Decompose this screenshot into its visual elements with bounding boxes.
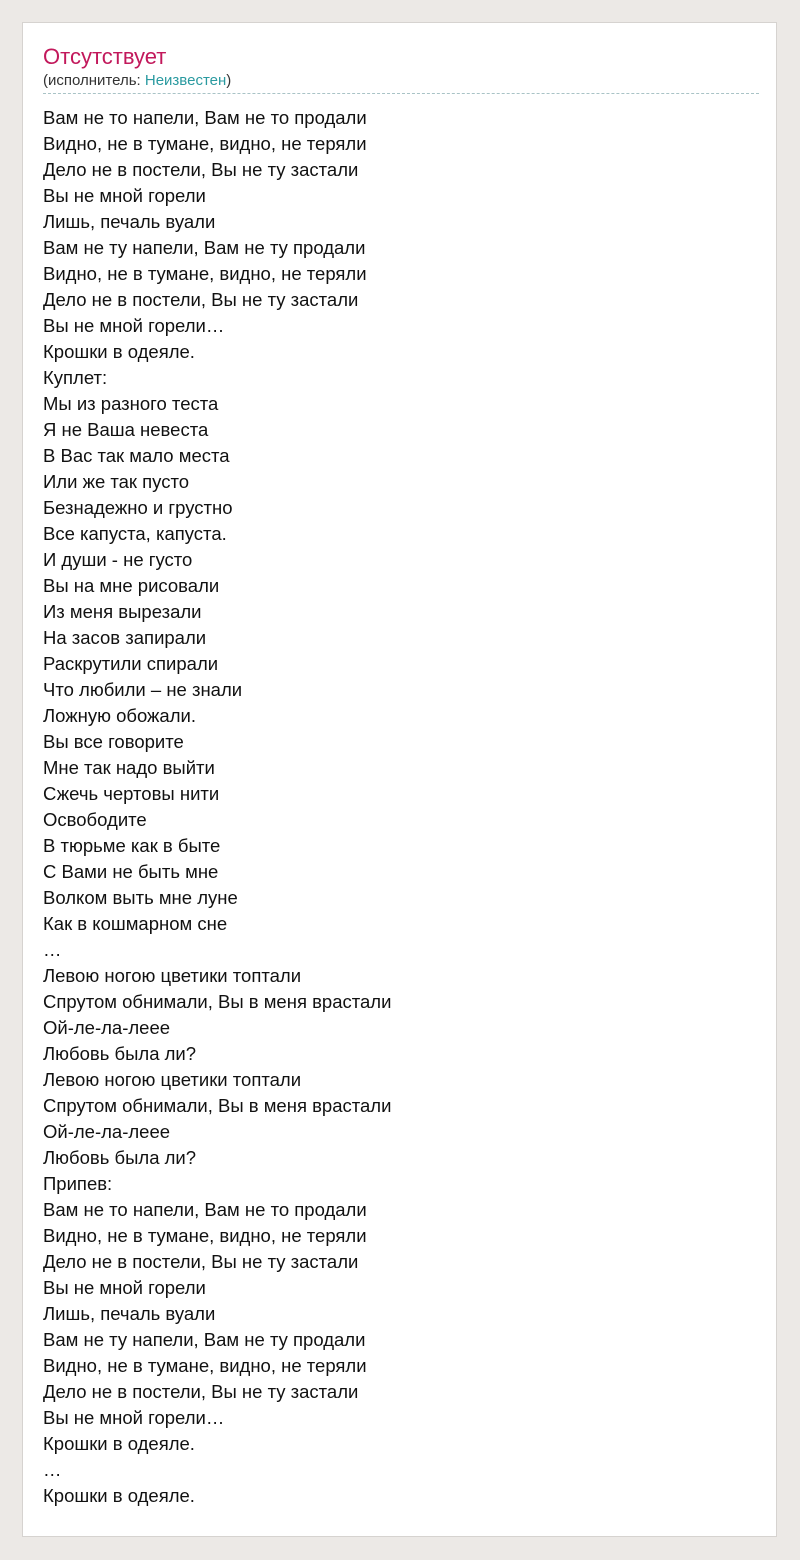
lyric-line: Раскрутили спирали (43, 653, 219, 674)
lyric-line: Вам не то напели, Вам не то продали (43, 107, 367, 128)
lyric-line: Куплет: (43, 367, 108, 388)
lyric-line: Безнадежно и грустно (43, 497, 233, 518)
lyric-line: Видно, не в тумане, видно, не теряли (43, 1225, 367, 1246)
lyric-line: Любовь была ли? (43, 1147, 197, 1168)
lyric-line: Вы не мной горели… (43, 315, 225, 336)
lyric-line: Ой-ле-ла-леее (43, 1017, 171, 1038)
lyric-line: Лишь, печаль вуали (43, 1303, 216, 1324)
lyric-line: Дело не в постели, Вы не ту застали (43, 1381, 359, 1402)
lyric-line: Видно, не в тумане, видно, не теряли (43, 1355, 367, 1376)
artist-prefix: (исполнитель: (43, 72, 145, 89)
lyric-line: Крошки в одеяле. (43, 1485, 195, 1506)
lyric-line: Лишь, печаль вуали (43, 211, 216, 232)
lyric-line: Спрутом обнимали, Вы в меня врастали (43, 991, 392, 1012)
lyric-line: Любовь была ли? (43, 1043, 197, 1064)
lyric-line: Крошки в одеяле. (43, 1433, 195, 1454)
lyric-line: Вы все говорите (43, 731, 184, 752)
lyric-line: И души - не густо (43, 549, 193, 570)
lyric-line: Спрутом обнимали, Вы в меня врастали (43, 1095, 392, 1116)
lyric-line: Видно, не в тумане, видно, не теряли (43, 263, 367, 284)
lyric-line: Вы не мной горели… (43, 1407, 225, 1428)
lyric-line: Из меня вырезали (43, 601, 202, 622)
artist-link[interactable]: Неизвестен (144, 72, 227, 89)
lyric-line: Крошки в одеяле. (43, 341, 195, 362)
lyric-line: В тюрьме как в быте (43, 835, 221, 856)
lyric-line: Левою ногою цветики топтали (43, 1069, 302, 1090)
lyric-line: Сжечь чертовы нити (43, 783, 220, 804)
lyric-line: Ложную обожали. (43, 705, 196, 726)
lyric-line: Волком выть мне луне (43, 887, 238, 908)
lyric-line: Ой-ле-ла-леее (43, 1121, 171, 1142)
lyric-line: Видно, не в тумане, видно, не теряли (43, 133, 367, 154)
lyric-line: С Вами не быть мне (43, 861, 219, 882)
lyric-line: Вы не мной горели (43, 185, 206, 206)
lyric-line: Дело не в постели, Вы не ту застали (43, 159, 359, 180)
lyric-line: … (43, 1459, 62, 1480)
lyric-line: Мы из разного теста (43, 393, 219, 414)
lyric-line: Вам не ту напели, Вам не ту продали (43, 237, 366, 258)
lyrics-card (22, 22, 777, 1537)
lyric-line: Как в кошмарном сне (43, 913, 228, 934)
lyric-line: На засов запирали (43, 627, 207, 648)
lyric-line: Что любили – не знали (43, 679, 243, 700)
lyric-line: Или же так пусто (43, 471, 190, 492)
artist-line (43, 71, 759, 90)
lyric-line: Вам не ту напели, Вам не ту продали (43, 1329, 366, 1350)
lyric-line: Я не Ваша невеста (43, 419, 209, 440)
lyric-line: Дело не в постели, Вы не ту застали (43, 289, 359, 310)
artist-suffix: ) (226, 72, 232, 89)
song-title: Отсутствует (43, 44, 167, 69)
lyric-line: Припев: (43, 1173, 113, 1194)
lyric-line: Вам не то напели, Вам не то продали (43, 1199, 367, 1220)
lyric-line: Освободите (43, 809, 147, 830)
lyric-line: Вы не мной горели (43, 1277, 206, 1298)
lyric-line: Все капуста, капуста. (43, 523, 227, 544)
lyric-line: Левою ногою цветики топтали (43, 965, 302, 986)
lyric-line: … (43, 939, 62, 960)
lyric-line: Дело не в постели, Вы не ту застали (43, 1251, 359, 1272)
song-header (43, 43, 759, 94)
lyric-line: В Вас так мало места (43, 445, 230, 466)
lyric-line: Мне так надо выйти (43, 757, 215, 778)
lyric-line: Вы на мне рисовали (43, 575, 220, 596)
lyrics-text (43, 105, 391, 1509)
